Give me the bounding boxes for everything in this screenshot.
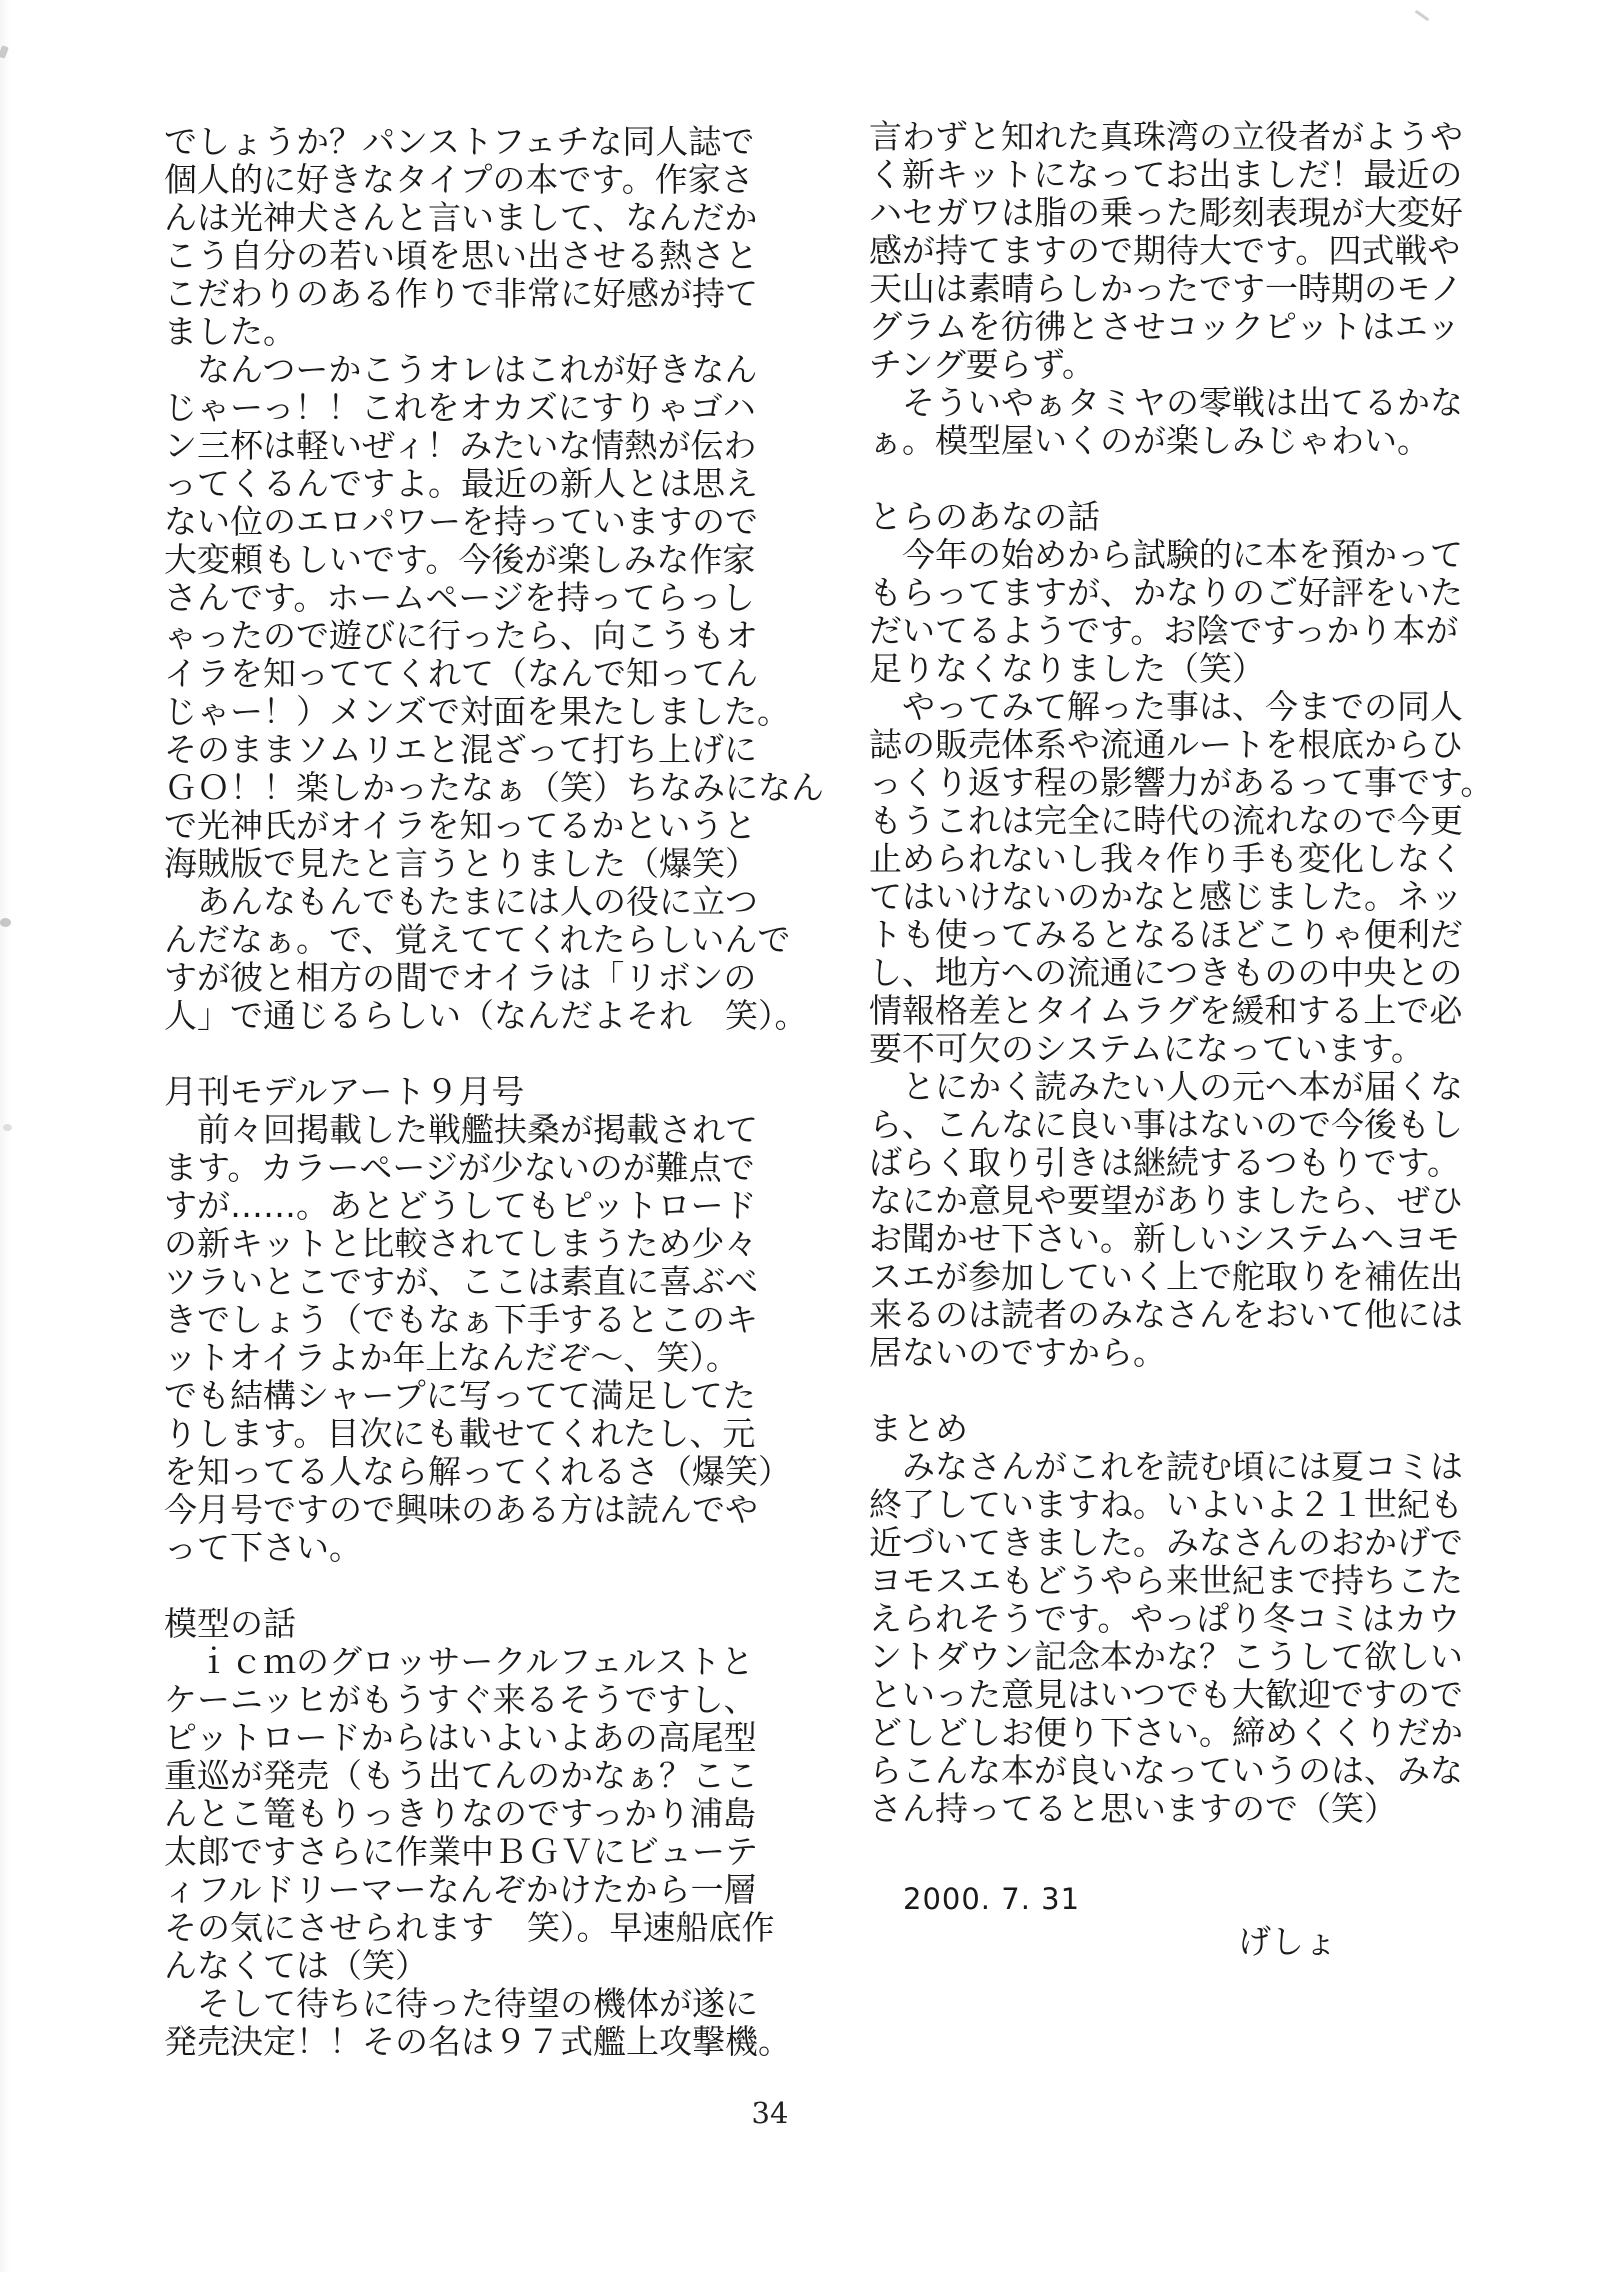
paper-edge-shadow bbox=[0, 0, 10, 2272]
text-line: んだなぁ。で、覚えててくれたらしいんで bbox=[164, 920, 791, 959]
text-line: ツラいとこですが、ここは素直に喜ぶべ bbox=[164, 1262, 758, 1301]
scan-speck bbox=[3, 1124, 12, 1131]
text-line: まとめ bbox=[869, 1409, 968, 1448]
text-line: こだわりのある作りで非常に好感が持て bbox=[164, 274, 758, 313]
text-line: えられそうです。やっぱり冬コミはカウ bbox=[869, 1599, 1461, 1638]
author-signature: げしょ bbox=[1238, 1922, 1337, 1961]
text-line: 天山は素晴らしかったです一時期のモノ bbox=[869, 269, 1463, 308]
text-line: んなくては（笑） bbox=[164, 1946, 428, 1985]
text-line: らこんな本が良いなっていうのは、みな bbox=[869, 1751, 1463, 1790]
text-line: ら、こんなに良い事はないので今後もし bbox=[869, 1105, 1463, 1144]
text-line: 今年の始めから試験的に本を預かって bbox=[869, 535, 1463, 574]
text-line: 月刊モデルアート９月号 bbox=[164, 1072, 525, 1111]
text-line: く新キットになってお出ましだ！最近の bbox=[869, 155, 1463, 194]
text-line: ってくるんですよ。最近の新人とは思え bbox=[164, 464, 758, 503]
text-line: ィフルドリーマーなんぞかけたから一層 bbox=[164, 1870, 757, 1909]
text-line: その気にさせられます 笑）。早速船底作 bbox=[164, 1908, 775, 1947]
text-line: 個人的に好きなタイプの本です。作家さ bbox=[164, 160, 754, 199]
text-line: で光神氏がオイラを知ってるかというと bbox=[164, 806, 757, 845]
text-line bbox=[869, 460, 1549, 498]
text-line: ピットロードからはいよいよあの高尾型 bbox=[164, 1718, 757, 1757]
text-line: ます。カラーページが少ないのが難点で bbox=[164, 1148, 755, 1187]
text-line: ヨモスエもどうやら来世紀まで持ちこた bbox=[869, 1561, 1463, 1600]
text-line: を知ってる人なら解ってくれるさ（爆笑） bbox=[164, 1452, 791, 1491]
page-number: 34 bbox=[751, 2096, 789, 2130]
text-line: じゃーっ！！これをオカズにすりゃゴハ bbox=[164, 388, 756, 427]
text-line: 要不可欠のシステムになっています。 bbox=[869, 1029, 1425, 1068]
text-line: ケーニッヒがもうすぐ来るそうですし、 bbox=[164, 1680, 757, 1719]
text-line: 近づいてきました。みなさんのおかげで bbox=[869, 1523, 1463, 1562]
text-line: でしょうか？パンストフェチな同人誌で bbox=[164, 122, 755, 161]
text-line: りします。目次にも載せてくれたし、元 bbox=[164, 1414, 756, 1453]
text-line: そのままソムリエと混ざって打ち上げに bbox=[164, 730, 758, 769]
text-line: ない位のエロパワーを持っていますので bbox=[164, 502, 758, 541]
text-line: もらってますが、かなりのご好評をいた bbox=[869, 573, 1463, 612]
text-line: ハセガワは脂の乗った彫刻表現が大変好 bbox=[869, 193, 1463, 232]
text-line: みなさんがこれを読む頃には夏コミは bbox=[869, 1447, 1463, 1486]
text-line: 感が持てますので期待大です。四式戦や bbox=[869, 231, 1461, 270]
text-line: ットオイラよか年上なんだぞ～、笑）。 bbox=[164, 1338, 739, 1377]
text-line: 太郎ですさらに作業中ＢＧＶにビューテ bbox=[164, 1832, 758, 1871]
text-line: 重巡が発売（もう出てんのかなぁ？ここ bbox=[164, 1756, 758, 1795]
text-line: あんなもんでもたまには人の役に立つ bbox=[164, 882, 758, 921]
text-line: てはいけないのかなと感じました。ネッ bbox=[869, 877, 1463, 916]
text-line: どしどしお便り下さい。締めくくりだか bbox=[869, 1713, 1463, 1752]
text-line: といった意見はいつでも大歓迎ですので bbox=[869, 1675, 1463, 1714]
text-line: なんつーかこうオレはこれが好きなん bbox=[164, 350, 758, 389]
text-line: 大変頼もしいです。今後が楽しみな作家 bbox=[164, 540, 756, 579]
text-line: とらのあなの話 bbox=[869, 497, 1100, 536]
text-line: し、地方への流通につきものの中央との bbox=[869, 953, 1463, 992]
text-line: 言わずと知れた真珠湾の立役者がようや bbox=[869, 117, 1463, 156]
text-line: もうこれは完全に時代の流れなので今更 bbox=[869, 801, 1463, 840]
text-line: 発売決定！！その名は９７式艦上攻撃機。 bbox=[164, 2022, 791, 2061]
text-line: だいてるようです。お陰ですっかり本が bbox=[869, 611, 1459, 650]
text-line bbox=[869, 1372, 1549, 1410]
text-line: きでしょう（でもなぁ下手するとこのキ bbox=[164, 1300, 758, 1339]
text-line: 今月号ですので興味のある方は読んでや bbox=[164, 1490, 758, 1529]
text-line: ゃったので遊びに行ったら、向こうもオ bbox=[164, 616, 758, 655]
text-line: 来るのは読者のみなさんをおいて他には bbox=[869, 1295, 1463, 1334]
text-line: お聞かせ下さい。新しいシステムへヨモ bbox=[869, 1219, 1460, 1258]
text-line: すが……。あとどうしてもピットロード bbox=[164, 1186, 757, 1225]
scan-speck bbox=[0, 918, 11, 927]
text-line: でも結構シャープに写ってて満足してた bbox=[164, 1376, 756, 1415]
text-line: 模型の話 bbox=[164, 1604, 296, 1643]
text-line: んとこ篭もりっきりなのですっかり浦島 bbox=[164, 1794, 757, 1833]
text-line: 誌の販売体系や流通ルートを根底からひ bbox=[869, 725, 1463, 764]
right-text-column bbox=[869, 118, 1549, 1828]
text-line: ました。 bbox=[164, 312, 296, 351]
scan-speck bbox=[1415, 10, 1430, 22]
text-line: なにか意見や要望がありましたら、ぜひ bbox=[869, 1181, 1463, 1220]
text-line: グラムを彷彿とさせコックピットはエッ bbox=[869, 307, 1461, 346]
text-line: 海賊版で見たと言うとりました（爆笑） bbox=[164, 844, 758, 883]
text-line: ぁ。模型屋いくのが楽しみじゃわい。 bbox=[869, 421, 1430, 460]
text-line: ばらく取り引きは継続するつもりです。 bbox=[869, 1143, 1461, 1182]
text-line: 終了していますね。いよいよ２１世紀も bbox=[869, 1485, 1463, 1524]
text-line: そして待ちに待った待望の機体が遂に bbox=[164, 1984, 758, 2023]
text-line: トも使ってみるとなるほどこりゃ便利だ bbox=[869, 915, 1463, 954]
text-line: ントダウン記念本かな？こうして欲しい bbox=[869, 1637, 1463, 1676]
text-line: 止められないし我々作り手も変化しなく bbox=[869, 839, 1463, 878]
text-line: ン三杯は軽いぜィ！みたいな情熱が伝わ bbox=[164, 426, 757, 465]
text-line: の新キットと比較されてしまうため少々 bbox=[164, 1224, 758, 1263]
text-line: って下さい。 bbox=[164, 1528, 362, 1567]
text-line: イラを知っててくれて（なんで知ってん bbox=[164, 654, 758, 693]
text-line: さん持ってると思いますので（笑） bbox=[869, 1789, 1397, 1828]
text-line: チング要らず。 bbox=[869, 345, 1096, 384]
text-line: んは光神犬さんと言いまして、なんだか bbox=[164, 198, 758, 237]
publication-date: 2000. 7. 31 bbox=[903, 1882, 1081, 1916]
text-line bbox=[164, 1035, 844, 1073]
text-line bbox=[164, 1567, 844, 1605]
text-line: 人」で通じるらしい（なんだよそれ 笑）。 bbox=[164, 996, 808, 1035]
text-line: じゃー！）メンズで対面を果たしました。 bbox=[164, 692, 791, 731]
text-line: ＧＯ！！楽しかったなぁ（笑）ちなみになん bbox=[164, 768, 824, 807]
text-line: とにかく読みたい人の元へ本が届くな bbox=[869, 1067, 1463, 1106]
text-line: ｉｃｍのグロッサークルフェルストと bbox=[164, 1642, 754, 1681]
text-line: 居ないのですから。 bbox=[869, 1333, 1166, 1372]
text-line: すが彼と相方の間でオイラは「リボンの bbox=[164, 958, 757, 997]
text-line: 前々回掲載した戦艦扶桑が掲載されて bbox=[164, 1110, 758, 1149]
text-line: っくり返す程の影響力があるって事です。 bbox=[869, 763, 1494, 802]
text-line: スエが参加していく上で舵取りを補佐出 bbox=[869, 1257, 1463, 1296]
text-line: やってみて解った事は、今までの同人 bbox=[869, 687, 1463, 726]
text-line: こう自分の若い頃を思い出させる熱さと bbox=[164, 236, 758, 275]
text-line: 足りなくなりました（笑） bbox=[869, 649, 1265, 688]
left-text-column bbox=[164, 123, 844, 2061]
text-line: そういやぁタミヤの零戦は出てるかな bbox=[869, 383, 1463, 422]
text-line: さんです。ホームページを持ってらっし bbox=[164, 578, 755, 617]
text-line: 情報格差とタイムラグを緩和する上で必 bbox=[869, 991, 1463, 1030]
